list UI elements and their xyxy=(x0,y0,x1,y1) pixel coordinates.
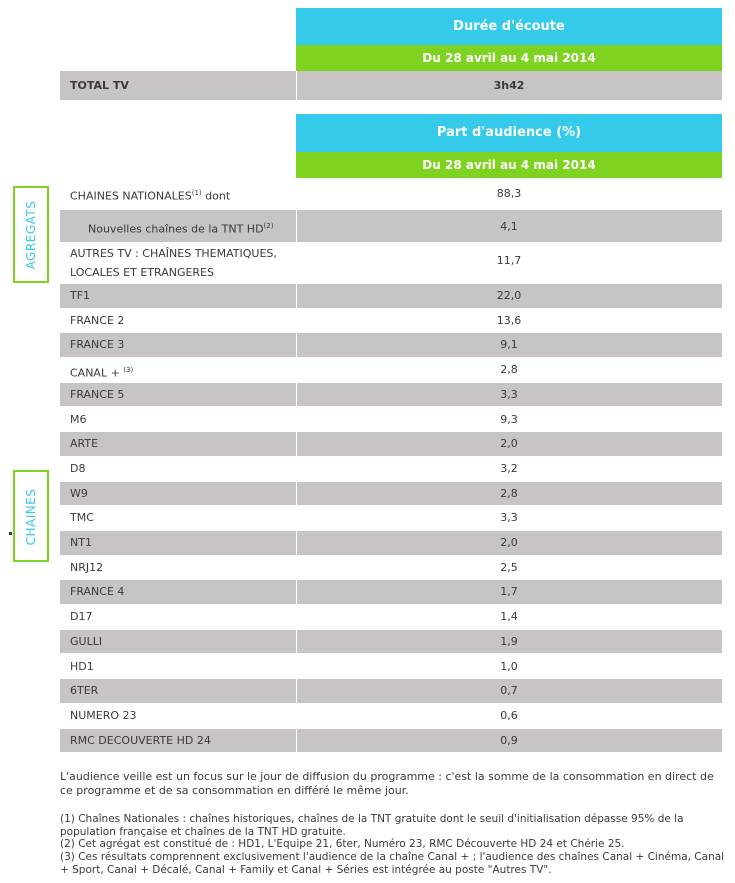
channel-value: 9,3 xyxy=(500,412,518,426)
chaines-side-label: CHAINES xyxy=(24,488,38,546)
channel-label: CANAL + $^{(3)}$ xyxy=(70,366,134,380)
channel-row xyxy=(60,333,722,358)
footnote-1: (1) Chaînes Nationales : chaînes historiques, chaînes de la TNT gratuite dont le seuil d'initialisation dépasse 95% de la population française et chaînes de la TNT HD gratuite. xyxy=(60,813,684,838)
part-period-header: Du 28 avril au 4 mai 2014 xyxy=(296,152,722,178)
channel-row xyxy=(60,729,722,754)
channel-row xyxy=(60,605,722,630)
channel-row xyxy=(60,679,722,704)
channel-label: NRJ12 xyxy=(70,560,104,574)
channel-value: 22,0 xyxy=(496,289,522,302)
channel-label: NUMERO 23 xyxy=(70,708,137,722)
channel-value: 2,5 xyxy=(500,560,518,574)
channel-row xyxy=(60,580,722,605)
channel-value: 2,0 xyxy=(500,536,518,549)
channel-label: M6 xyxy=(70,412,87,426)
channel-value: 3,2 xyxy=(500,461,518,475)
channel-label: ARTE xyxy=(70,437,99,451)
footnote-3: (3) Ces résultats comprennent exclusivement l'audience de la chaîne Canal + ; l'audience des chaînes Canal + Cinéma, Canal + Sport, Canal + Décalé, Canal + Family et Canal + Séries est intégrée au poste "Autres TV". xyxy=(60,851,725,876)
total-tv-label: TOTAL TV xyxy=(70,79,129,92)
channel-row xyxy=(60,457,722,482)
duree-period-header: Du 28 avril au 4 mai 2014 xyxy=(296,45,722,71)
channel-value: 1,4 xyxy=(500,610,518,624)
channel-label: TMC xyxy=(70,511,94,525)
channel-value: 3,3 xyxy=(500,511,518,525)
channel-row xyxy=(60,284,722,309)
channel-value: 0,7 xyxy=(500,684,518,698)
channel-label: RMC DECOUVERTE HD 24 xyxy=(70,733,211,747)
agregat-value: 11,7 xyxy=(496,254,522,267)
agregat-value: 88,3 xyxy=(496,187,522,200)
channel-value: 2,0 xyxy=(500,437,518,451)
channel-row xyxy=(60,482,722,507)
channel-row xyxy=(60,432,722,457)
agregat-label: AUTRES TV : CHAÎNES THEMATIQUES, LOCALES ET ETRANGERES xyxy=(70,247,277,279)
channel-label: NT1 xyxy=(70,536,92,549)
channel-value: 1,7 xyxy=(500,585,518,599)
channel-value: 0,9 xyxy=(500,733,518,747)
channel-row xyxy=(60,655,722,680)
channel-value: 1,0 xyxy=(500,659,518,673)
channel-label: FRANCE 2 xyxy=(70,313,125,327)
channel-value: 3,3 xyxy=(500,387,518,401)
channel-value: 13,6 xyxy=(496,313,522,327)
channel-value: 2,8 xyxy=(500,486,518,500)
channel-row xyxy=(60,309,722,334)
channel-label: D8 xyxy=(70,461,86,475)
channel-row xyxy=(60,630,722,655)
channel-row xyxy=(60,704,722,729)
channel-label: W9 xyxy=(70,486,88,500)
channel-label: TF1 xyxy=(70,289,91,302)
total-tv-value: 3h42 xyxy=(493,79,525,92)
agregat-value: 4,1 xyxy=(500,220,518,233)
channel-label: D17 xyxy=(70,610,93,624)
channel-value: 0,6 xyxy=(500,708,518,722)
agregats-side-box xyxy=(13,186,49,283)
channel-label: GULLI xyxy=(70,634,103,648)
agregat-row xyxy=(60,180,722,210)
chaines-side-box xyxy=(13,470,49,562)
channel-row xyxy=(60,531,722,556)
channel-row xyxy=(60,506,722,531)
channel-row xyxy=(60,408,722,433)
agregat-row xyxy=(60,243,722,284)
channel-label: HD1 xyxy=(70,659,94,673)
part-audience-header: Part d'audience (%) xyxy=(296,114,722,152)
duree-ecoute-header: Durée d'écoute xyxy=(296,8,722,45)
channel-value: 9,1 xyxy=(500,338,518,352)
total-tv-row xyxy=(60,71,722,100)
agregat-label: CHAINES NATIONALES$^{(1)}$ dont xyxy=(70,189,231,203)
channel-label: FRANCE 3 xyxy=(70,338,125,352)
agregats-side-label: AGREGATS xyxy=(24,200,38,270)
agregat-label: Nouvelles chaînes de la TNT HD$^{(2)}$ xyxy=(88,222,274,236)
channel-row xyxy=(60,358,722,383)
channel-value: 2,8 xyxy=(500,363,518,377)
intro-note: L'audience veille est un focus sur le jour de diffusion du programme : c'est la somme de la consommation en direct de ce programme et de sa consommation en différé le même jour. xyxy=(60,770,714,797)
channel-row xyxy=(60,556,722,581)
channel-row xyxy=(60,383,722,408)
channel-label: FRANCE 5 xyxy=(70,387,125,401)
bullet-dot xyxy=(9,532,12,535)
channel-value: 1,9 xyxy=(500,634,518,648)
channel-label: 6TER xyxy=(70,684,99,698)
channel-label: FRANCE 4 xyxy=(70,585,125,599)
footnote-2: (2) Cet agrégat est constitué de : HD1, L'Equipe 21, 6ter, Numéro 23, RMC Découverte HD 24 et Chérie 25. xyxy=(60,838,625,850)
agregat-row xyxy=(60,210,722,243)
